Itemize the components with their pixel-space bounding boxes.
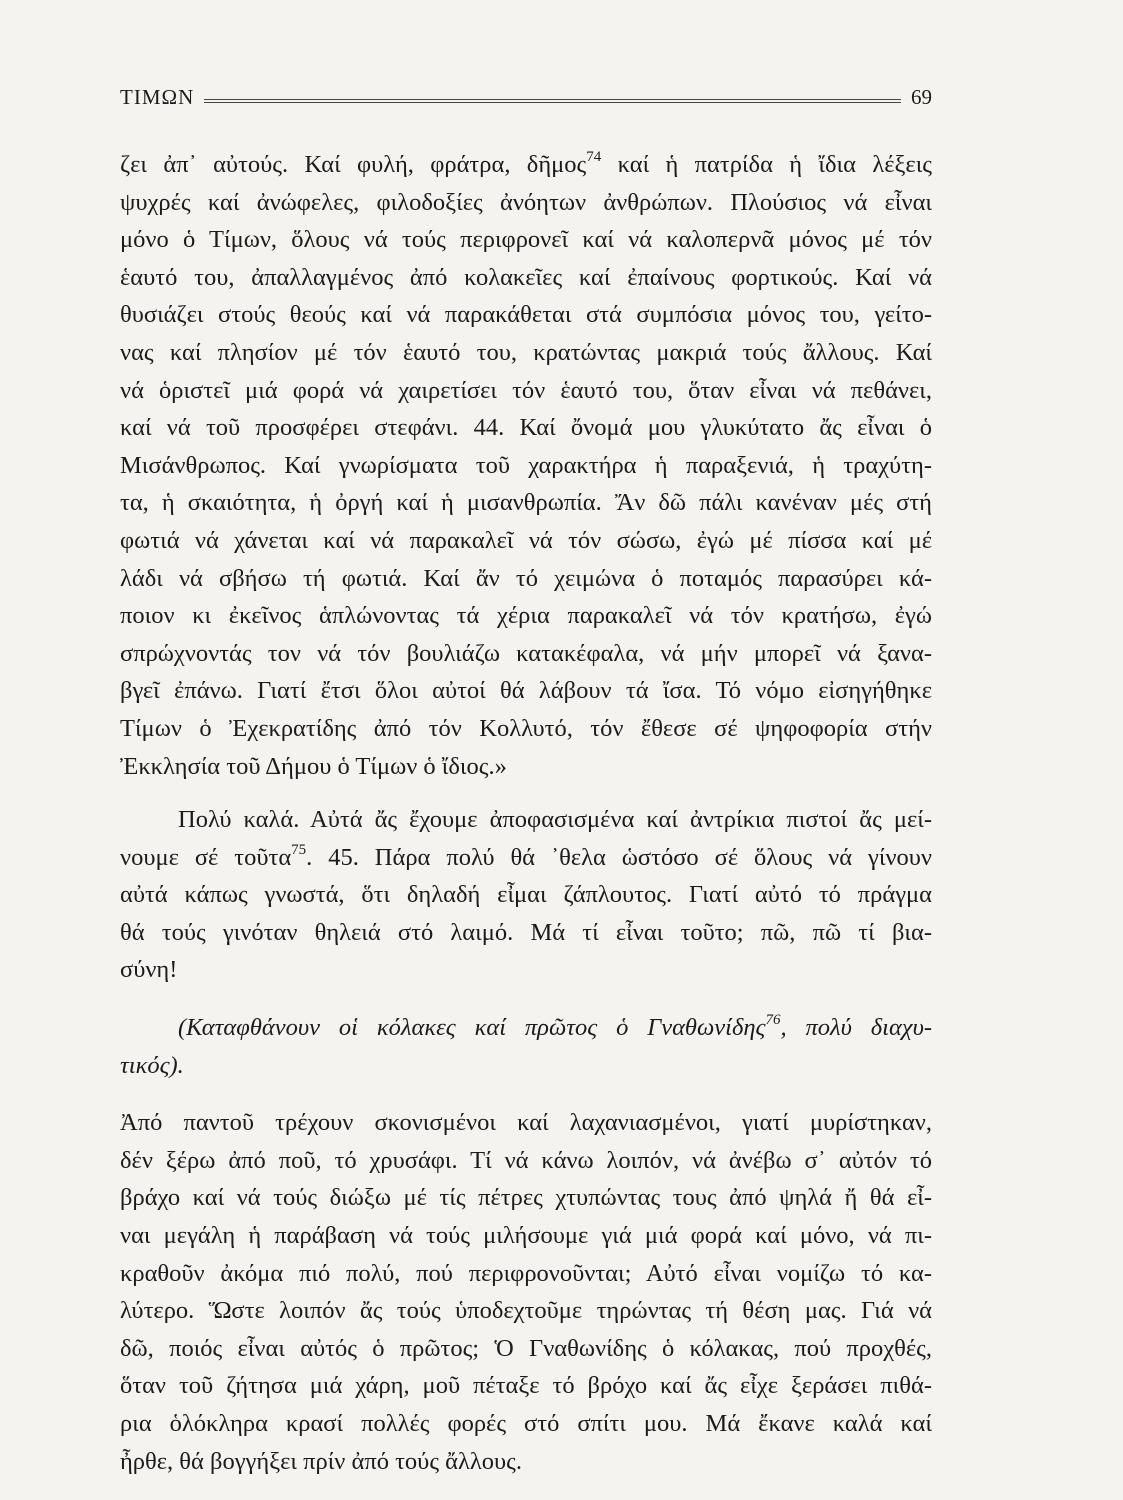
text-line	[120, 635, 932, 673]
text-line	[120, 1217, 932, 1255]
text-segment: ρια ὁλόκληρα κρασί πολλές φορές στό σπίτι μου. Μά ἔκανε καλά καί	[120, 1410, 932, 1437]
text-segment: ψυχρές καί ἀνώφελες, φιλοδοξίες ἀνόητων ἀνθρώπων. Πλούσιος νά εἶναι	[120, 188, 932, 216]
text-line	[120, 1104, 932, 1142]
text-segment: . 45. Πάρα πολύ θά ᾽θελα ὡστόσο σέ ὅλους νά γίνουν	[306, 843, 932, 871]
text-line	[120, 597, 932, 635]
paragraph-3	[120, 1104, 932, 1480]
text-segment: , πολύ διαχυ-	[780, 1014, 932, 1042]
text-segment: (Καταφθάνουν οἱ κόλακες καί πρῶτος ὁ Γναθωνίδης	[178, 1014, 766, 1042]
text-segment: νουμε σέ τοῦτα	[120, 843, 292, 871]
text-line	[120, 1255, 932, 1293]
text-segment: ἦρθε, θά βογγήξει πρίν ἀπό τούς ἄλλους.	[120, 1447, 522, 1475]
text-line	[120, 522, 932, 560]
text-segment: νά ὁριστεῖ μιά φορά νά χαιρετίσει τόν ἑαυτό του, ὅταν εἶναι νά πεθάνει,	[120, 376, 932, 404]
text-line	[120, 296, 932, 334]
text-segment: καί ἡ πατρίδα ἡ ἴδια λέξεις	[601, 151, 932, 178]
text-line	[120, 951, 932, 989]
text-segment: τικός).	[120, 1051, 184, 1079]
text-segment: κραθοῦν ἀκόμα πιό πολύ, πού περιφρονοῦνται; Αὐτό εἶναι νομίζω τό κα-	[120, 1259, 932, 1287]
paragraph-gap	[120, 989, 932, 1009]
paragraph-2	[120, 801, 932, 989]
text-line	[120, 334, 932, 372]
text-segment: αὐτά κάπως γνωστά, ὅτι δηλαδή εἶμαι ζάπλουτος. Γιατί αὐτό τό πράγμα	[120, 881, 932, 909]
text-segment: ποιον κι ἐκεῖνος ἁπλώνοντας τά χέρια παρακαλεῖ νά τόν κρατήσω, ἐγώ	[120, 602, 932, 630]
running-header	[120, 82, 932, 108]
text-line	[120, 710, 932, 748]
text-line	[120, 1330, 932, 1368]
text-segment: νας καί πλησίον μέ τόν ἑαυτό του, κρατώντας μακριά τούς ἄλλους. Καί	[120, 338, 932, 366]
text-line	[120, 1292, 932, 1330]
text-segment: Μισάνθρωπος. Καί γνωρίσματα τοῦ χαρακτήρα ἡ παραξενιά, ἡ τραχύτη-	[120, 451, 932, 479]
text-segment: θά τούς γινόταν θηλειά στό λαιμό. Μά τί εἶναι τοῦτο; πῶ, πῶ τί βια-	[120, 918, 932, 946]
text-segment: Ἀπό παντοῦ τρέχουν σκονισμένοι καί λαχανιασμένοι, γιατί μυρίστηκαν,	[120, 1109, 932, 1137]
footnote-marker: 74	[586, 148, 602, 165]
text-line	[120, 1009, 932, 1047]
text-line	[120, 1405, 932, 1443]
text-line	[120, 1443, 932, 1481]
text-line	[120, 259, 932, 297]
text-segment: σπρώχνοντάς τον νά τόν βουλιάζω κατακέφαλα, νά μήν μπορεῖ νά ξανα-	[120, 639, 932, 667]
text-segment: καί νά τοῦ προσφέρει στεφάνι. 44. Καί ὄνομά μου γλυκύτατο ἄς εἶναι ὁ	[120, 414, 932, 442]
text-segment: Ἐκκλησία τοῦ Δήμου ὁ Τίμων ὁ ἴδιος.»	[120, 752, 507, 780]
paragraph-1	[120, 146, 932, 785]
text-line	[120, 372, 932, 410]
text-segment: θυσιάζει στούς θεούς καί νά παρακάθεται στά συμπόσια μόνος του, γείτο-	[120, 301, 932, 329]
running-title: ΤΙΜΩΝ	[120, 85, 195, 109]
text-segment: ζει ἀπ᾽ αὐτούς. Καί φυλή, φράτρα, δῆμος	[120, 151, 587, 178]
text-segment: σύνη!	[120, 956, 178, 984]
text-line	[120, 447, 932, 485]
text-segment: ὅταν τοῦ ζήτησα μιά χάρη, μοῦ πέταξε τό βρόχο καί ἄς εἶχε ξεράσει πιθά-	[120, 1372, 932, 1400]
text-line	[120, 914, 932, 952]
body-text	[120, 146, 932, 1480]
stage-direction	[120, 1009, 932, 1084]
text-segment: ἑαυτό του, ἀπαλλαγμένος ἀπό κολακεῖες καί ἐπαίνους φορτικούς. Καί νά	[120, 263, 932, 291]
text-segment: τα, ἡ σκαιότητα, ἡ ὀργή καί ἡ μισανθρωπία. Ἄν δῶ πάλι κανέναν μές στή	[120, 489, 932, 517]
text-line	[120, 560, 932, 598]
text-segment: ναι μεγάλη ἡ παράβαση νά τούς μιλήσουμε γιά μιά φορά καί μόνο, νά πι-	[120, 1222, 932, 1250]
text-segment: λάδι νά σβήσω τή φωτιά. Καί ἄν τό χειμώνα ὁ ποταμός παρασύρει κά-	[120, 564, 932, 592]
text-segment: μόνο ὁ Τίμων, ὅλους νά τούς περιφρονεῖ καί νά καλοπερνᾶ μόνος μέ τόν	[120, 226, 932, 254]
text-line	[120, 1367, 932, 1405]
text-segment: βγεῖ ἐπάνω. Γιατί ἔτσι ὅλοι αὐτοί θά λάβουν τά ἴσα. Τό νόμο εἰσηγήθηκε	[120, 677, 932, 705]
text-line	[120, 1179, 932, 1217]
text-line	[120, 484, 932, 522]
text-line	[120, 1047, 932, 1085]
paragraph-gap	[120, 785, 932, 801]
text-line	[120, 409, 932, 447]
text-line	[120, 839, 932, 877]
paragraph-gap	[120, 1084, 932, 1104]
text-segment: Πολύ καλά. Αὐτά ἄς ἔχουμε ἀποφασισμένα καί ἀντρίκια πιστοί ἄς μεί-	[178, 806, 932, 834]
text-segment: δῶ, ποιός εἶναι αὐτός ὁ πρῶτος; Ὁ Γναθωνίδης ὁ κόλακας, πού προχθές,	[120, 1334, 932, 1362]
text-line	[120, 672, 932, 710]
text-segment: λύτερο. Ὥστε λοιπόν ἄς τούς ὑποδεχτοῦμε τηρώντας τή θέση μας. Γιά νά	[120, 1297, 932, 1325]
text-line	[120, 801, 932, 839]
text-line	[120, 876, 932, 914]
text-line	[120, 1142, 932, 1180]
text-line	[120, 748, 932, 786]
text-line	[120, 221, 932, 259]
footnote-marker: 75	[291, 841, 307, 858]
footnote-marker: 76	[765, 1011, 781, 1028]
text-segment: Τίμων ὁ Ἐχεκρατίδης ἀπό τόν Κολλυτό, τόν ἔθεσε σέ ψηφοφορία στήν	[120, 714, 932, 742]
page-number: 69	[911, 85, 932, 109]
text-segment: δέν ξέρω ἀπό ποῦ, τό χρυσάφι. Τί νά κάνω λοιπόν, νά ἀνέβω σ᾽ αὐτόν τό	[120, 1146, 932, 1174]
text-segment: φωτιά νά χάνεται καί νά παρακαλεῖ νά τόν σώσω, ἐγώ μέ πίσσα καί μέ	[120, 526, 932, 554]
text-line	[120, 146, 932, 184]
header-rule	[204, 99, 901, 103]
text-segment: βράχο καί νά τούς διώξω μέ τίς πέτρες χτυπώντας τους ἀπό ψηλά ἤ θά εἶ-	[120, 1184, 932, 1212]
text-line	[120, 184, 932, 222]
